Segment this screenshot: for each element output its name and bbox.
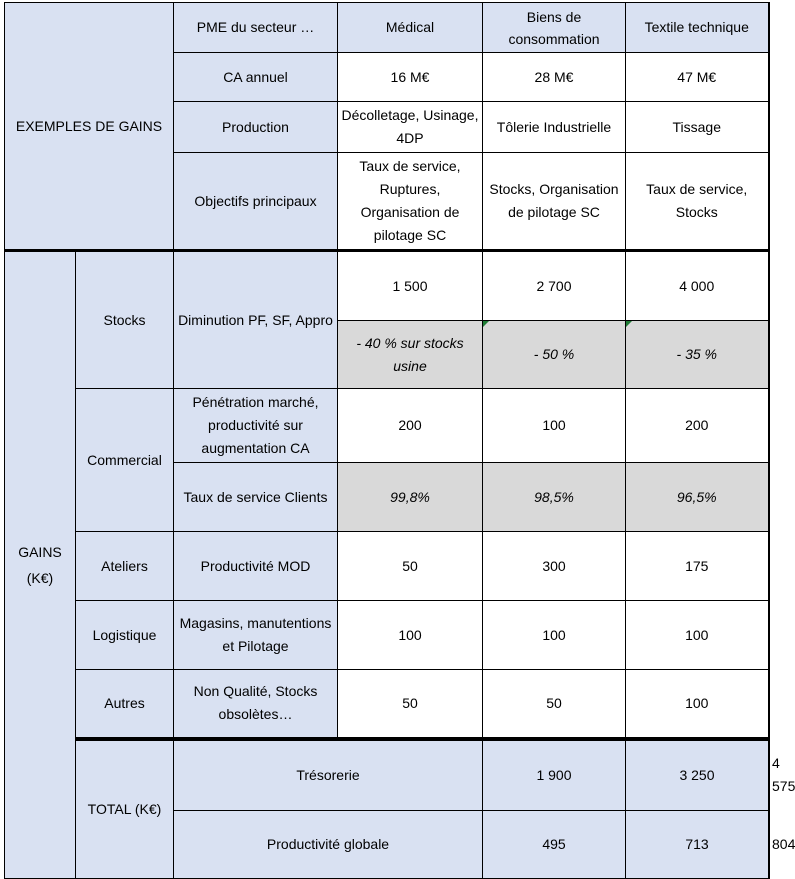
autres-item-label: Non Qualité, Stocks obsolètes…	[174, 670, 338, 739]
stocks-value: 1 500	[338, 251, 483, 321]
category-commercial: Commercial	[76, 389, 174, 532]
sector-consumer-goods: Biens de consommation	[483, 3, 626, 53]
logistique-value: 100	[626, 601, 769, 670]
treasury-label: Trésorerie	[174, 739, 483, 811]
logistique-value: 100	[483, 601, 626, 670]
autres-value: 50	[483, 670, 626, 739]
treasury-value: 3 250	[626, 739, 769, 811]
ca-annual-label: CA annuel	[174, 53, 338, 102]
ateliers-value: 300	[483, 532, 626, 601]
commercial-value: 100	[483, 389, 626, 463]
comment-marker-icon	[483, 321, 489, 327]
objectives-value: Taux de service, Ruptures, Organisation de pilotage SC	[338, 153, 483, 251]
objectives-value: Taux de service, Stocks	[626, 153, 769, 251]
sector-header-label: PME du secteur …	[174, 3, 338, 53]
category-stocks: Stocks	[76, 251, 174, 389]
commercial-value: 200	[626, 389, 769, 463]
autres-value: 50	[338, 670, 483, 739]
ca-value: 28 M€	[483, 53, 626, 102]
commercial-value: 200	[338, 389, 483, 463]
category-logistique: Logistique	[76, 601, 174, 670]
production-value: Décolletage, Usinage, 4DP	[338, 102, 483, 153]
global-productivity-label: Productivité globale	[174, 811, 483, 879]
production-label: Production	[174, 102, 338, 153]
logistique-value: 100	[338, 601, 483, 670]
autres-value: 100	[626, 670, 769, 739]
stocks-item-label: Diminution PF, SF, Appro	[174, 251, 338, 389]
ca-value: 47 M€	[626, 53, 769, 102]
stocks-percent: - 35 %	[626, 321, 769, 389]
global-productivity-value: 713	[626, 811, 769, 879]
stocks-percent: - 40 % sur stocks usine	[338, 321, 483, 389]
ca-value: 16 M€	[338, 53, 483, 102]
total-group-label: TOTAL (K€)	[76, 739, 174, 879]
examples-group-label: EXEMPLES DE GAINS	[5, 3, 174, 251]
ateliers-item-label: Productivité MOD	[174, 532, 338, 601]
stocks-value: 2 700	[483, 251, 626, 321]
commercial-item2-label: Taux de service Clients	[174, 463, 338, 532]
global-productivity-value: 495	[483, 811, 626, 879]
category-ateliers: Ateliers	[76, 532, 174, 601]
logistique-item-label: Magasins, manutentions et Pilotage	[174, 601, 338, 670]
ateliers-value: 175	[626, 532, 769, 601]
service-rate-value: 99,8%	[338, 463, 483, 532]
sector-technical-textile: Textile technique	[626, 3, 769, 53]
comment-marker-icon	[626, 321, 632, 327]
treasury-value: 1 900	[483, 739, 626, 811]
objectives-value: Stocks, Organisation de pilotage SC	[483, 153, 626, 251]
gains-group-label: GAINS (K€)	[5, 251, 76, 879]
gains-table: EXEMPLES DE GAINS PME du secteur … Médical Biens de consommation Textile technique CA annuel 16 M€ 28 M€ 47 M€ Production Décolletage, Usinage, 4DP Tôlerie Industrielle Tissage Objectifs principaux Taux de service, Ruptures, Organisation de pilotage SC Stocks, Organisation de pilotage SC Taux de service, Stocks GAINS (K€) Stocks Diminution PF, SF, Appro 1 500 2 700 4 000 - 40 % sur stocks usine - 50 % - 35 % Commercial Pénétration marché, productivité sur augmentation CA 200 100 200 Taux de service Clients 99,8% 98,5% 96,5% Ateliers Productivité MOD 50 300 175 Logistique Magasins, manutentions et Pilotage 100 100 100 Autres Non Qualité, Stocks obsolètes… 50 50 100 TOTAL (K€) Trésorerie 1 900 3 250 4 575 Productivité globale 495 713 804	[4, 2, 770, 879]
production-value: Tôlerie Industrielle	[483, 102, 626, 153]
stocks-value: 4 000	[626, 251, 769, 321]
category-autres: Autres	[76, 670, 174, 739]
production-value: Tissage	[626, 102, 769, 153]
commercial-item1-label: Pénétration marché, productivité sur augmentation CA	[174, 389, 338, 463]
stocks-percent: - 50 %	[483, 321, 626, 389]
objectives-label: Objectifs principaux	[174, 153, 338, 251]
sector-medical: Médical	[338, 3, 483, 53]
ateliers-value: 50	[338, 532, 483, 601]
service-rate-value: 98,5%	[483, 463, 626, 532]
service-rate-value: 96,5%	[626, 463, 769, 532]
